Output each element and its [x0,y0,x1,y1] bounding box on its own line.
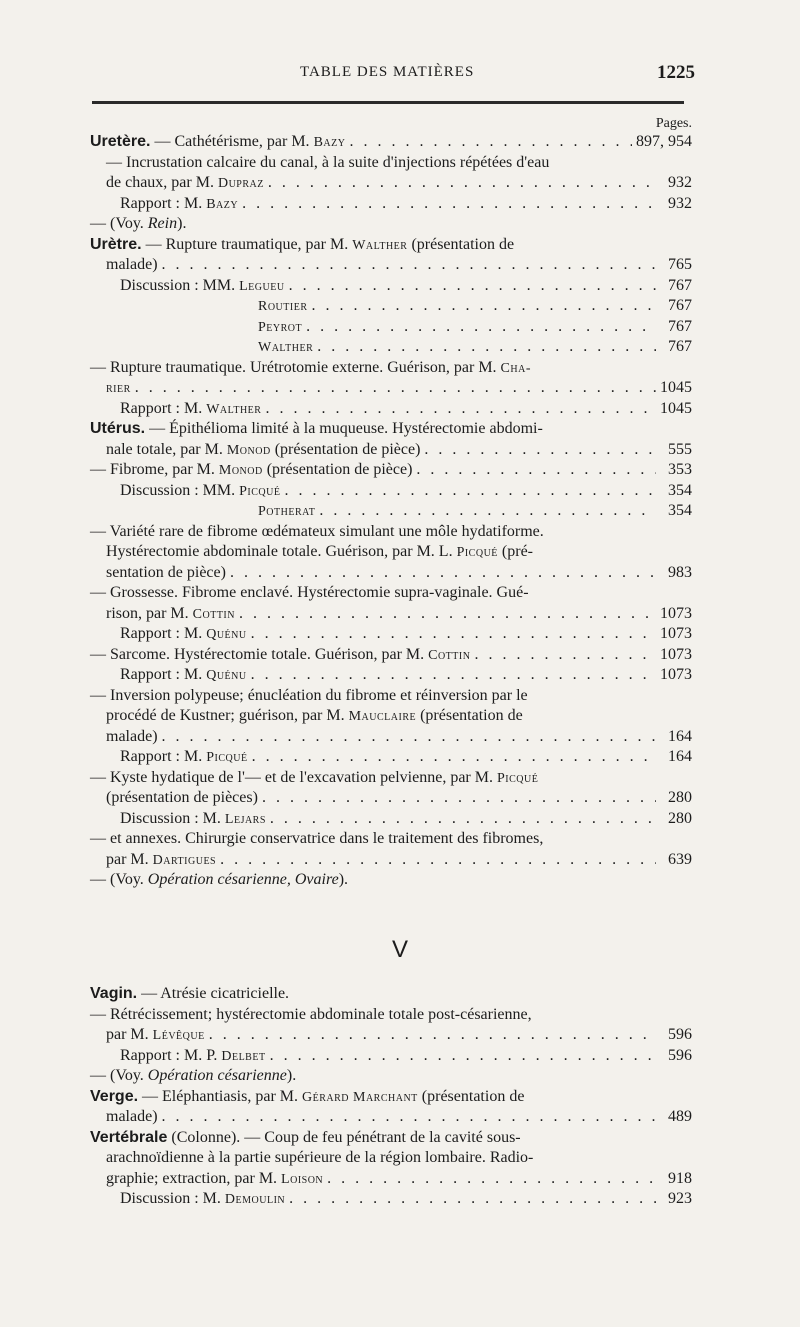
entry-line: malade) . . . 489 [90,1107,692,1128]
entry-line: par M. Lévêque . . . 596 [90,1025,692,1046]
entry-line: Discussion : M. Lejars . . . 280 [90,809,692,830]
entry-line: — et annexes. Chirurgie conservatrice dans le traitement des fibromes, [90,830,544,847]
pages-column-label: Pages. [655,116,692,131]
page-ref: 354 [668,502,692,519]
leader-dots [252,747,656,768]
page-ref: 923 [668,1190,692,1207]
entry-line: de chaux, par M. Dupraz . . . 932 [90,173,692,194]
leader-dots [327,1169,656,1190]
entry-line: arachnoïdienne à la partie supérieure de la région lombaire. Radio- [106,1149,534,1166]
entry-line: Routier . . . 767 [90,296,692,317]
leader-dots [268,173,656,194]
entry-line: Walther . . . 767 [90,337,692,358]
leader-dots [209,1025,656,1046]
entry-line: — (Voy. Opération césarienne, Ovaire). [90,871,349,888]
page-ref: 918 [668,1169,692,1187]
entry-line: Verge. — Eléphantiasis, par M. Gérard Marchant (présentation de [90,1087,525,1105]
page-ref: 897, 954 [636,133,692,150]
entry-line: rison, par M. Cottin . . . 1073 [90,604,692,625]
entry-line: — Inversion polypeuse; énucléation du fibrome et réinversion par le [90,686,528,704]
entry-line: Rapport : M. Walther . . . 1045 [90,399,692,420]
entry-line: — Sarcome. Hystérectomie totale. Guérison, par M. Cottin . . . 1073 [90,645,692,666]
entry-line: Discussion : MM. Picqué . . . 354 [90,481,692,502]
entry-line: nale totale, par M. Monod (présentation de pièce) . . . 555 [90,440,692,461]
leader-dots [162,255,656,276]
header-rule [92,101,684,104]
leader-dots [220,850,656,871]
entry-line: Rapport : M. Bazy . . . 932 [90,194,692,215]
entry-line: malade) . . . 164 [90,727,692,748]
section-v-entries [90,984,692,1210]
entry-line: Hystérectomie abdominale totale. Guérison, par M. L. Picqué (pré- [106,543,533,560]
page-ref: 354 [668,481,692,499]
page-number: 1225 [657,62,695,83]
page-ref: 767 [668,338,692,355]
entry-line: sentation de pièce) . . . 983 [90,563,692,584]
page-ref: 1073 [660,625,692,642]
entry-line: (présentation de pièces) . . . 280 [90,788,692,809]
page-ref: 639 [668,850,692,868]
leader-dots [162,1107,656,1128]
entry-line: — (Voy. Opération césarienne). [90,1067,297,1084]
leader-dots [319,501,656,522]
leader-dots [239,604,656,625]
page-ref: 983 [668,563,692,581]
page-ref: 1073 [660,645,692,663]
page-ref: 280 [668,809,692,827]
entry-line: graphie; extraction, par M. Loison . . . 918 [90,1169,692,1190]
entry-line: Utérus. — Épithélioma limité à la muqueuse. Hystérectomie abdomi- [90,420,543,437]
leader-dots [312,296,657,317]
page-ref: 596 [668,1026,692,1043]
entry-line: — Fibrome, par M. Monod (présentation de pièce) . . . 353 [90,460,692,481]
entry-line: — Variété rare de fibrome œdémateux simulant une môle hydatiforme. [90,522,544,540]
page-ref: 765 [668,256,692,273]
entry-line: Discussion : M. Demoulin . . . 923 [90,1189,692,1210]
page-ref: 1073 [660,604,692,622]
page-ref: 932 [668,194,692,212]
leader-dots [317,337,656,358]
leader-dots [262,788,656,809]
entry-line: Uretère. — Cathétérisme, par M. Bazy . . . 897, 954 [90,132,692,153]
page-ref: 353 [668,461,692,478]
entry-line: malade) . . . 765 [90,255,692,276]
leader-dots [270,1046,656,1067]
entry-line: Discussion : MM. Legueu . . . 767 [90,276,692,297]
leader-dots [265,399,656,420]
entry-line: — Grossesse. Fibrome enclavé. Hystérectomie supra-vaginale. Gué- [90,584,529,601]
entry-line: Vagin. — Atrésie cicatricielle. [90,985,290,1002]
running-header [0,62,800,86]
entry-line: Urètre. — Rupture traumatique, par M. Walther (présentation de [90,235,515,253]
header-title: TABLE DES MATIÈRES [300,64,475,80]
page-ref: 767 [668,297,692,314]
entry-line: Rapport : M. P. Delbet . . . 596 [90,1046,692,1067]
leader-dots [349,132,632,153]
page-ref: 555 [668,440,692,458]
leader-dots [306,317,656,338]
entry-line: — Kyste hydatique de l'— et de l'excavation pelvienne, par M. Picqué [90,768,539,786]
entry-line: Potherat . . . 354 [90,501,692,522]
page-ref: 164 [668,748,692,765]
entry-line: procédé de Kustner; guérison, par M. Mauclaire (présentation de [106,707,523,724]
section-u-entries [90,132,692,891]
entry-line: Vertébrale (Colonne). — Coup de feu pénétrant de la cavité sous- [90,1128,521,1146]
leader-dots [162,727,656,748]
entry-line: Rapport : M. Picqué . . . 164 [90,747,692,768]
entry-line: Rapport : M. Quénu . . . 1073 [90,665,692,686]
page-ref: 164 [668,727,692,745]
leader-dots [270,809,656,830]
page-ref: 1045 [660,399,692,417]
page-ref: 1073 [660,666,692,683]
leader-dots [289,1189,656,1210]
leader-dots [135,378,656,399]
leader-dots [284,481,656,502]
entry-line: Peyrot . . . 767 [90,317,692,338]
leader-dots [416,460,656,481]
entry-line: Rapport : M. Quénu . . . 1073 [90,624,692,645]
leader-dots [474,645,656,666]
entry-line: par M. Dartigues . . . 639 [90,850,692,871]
leader-dots [424,440,656,461]
leader-dots [289,276,656,297]
entry-line: — Rupture traumatique. Urétrotomie externe. Guérison, par M. Cha- [90,358,531,376]
leader-dots [251,624,656,645]
page-ref: 767 [668,317,692,335]
entry-line: — Incrustation calcaire du canal, à la suite d'injections répétées d'eau [106,153,550,171]
page-ref: 767 [668,276,692,294]
leader-dots [230,563,656,584]
entry-line: — Rétrécissement; hystérectomie abdominale totale post-césarienne, [90,1005,532,1023]
entry-line: — (Voy. Rein). [90,215,187,232]
page-ref: 280 [668,789,692,806]
leader-dots [251,665,656,686]
page-ref: 596 [668,1046,692,1064]
page-ref: 1045 [660,379,692,396]
leader-dots [242,194,656,215]
page-ref: 489 [668,1108,692,1125]
entry-line: rier . . . 1045 [90,378,692,399]
page-ref: 932 [668,174,692,191]
section-letter-heading: V [391,936,408,963]
